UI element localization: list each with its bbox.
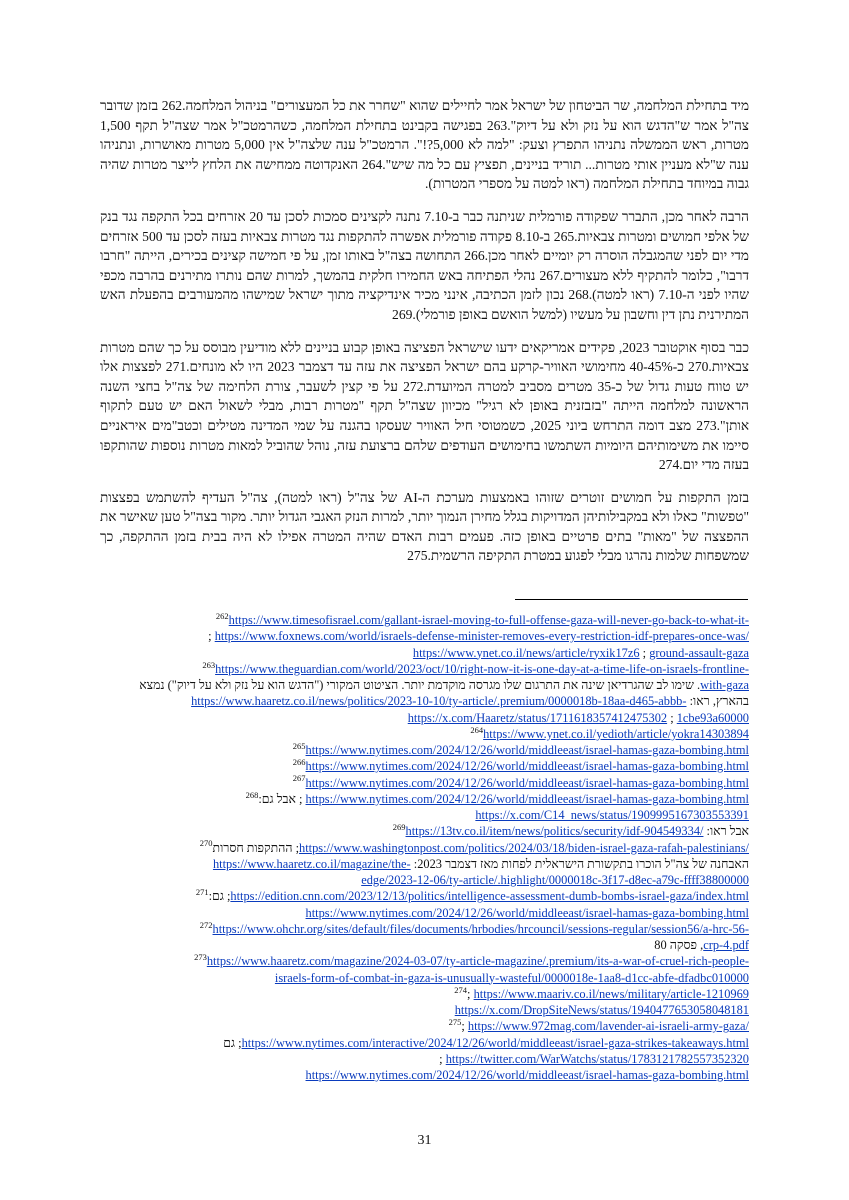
- footnote-line: [100, 693, 749, 709]
- footnote-link[interactable]: 1cbe93a60000: [676, 710, 749, 725]
- footnote-number: 275: [448, 1017, 462, 1028]
- footnote-link[interactable]: https://www.nytimes.com/2024/12/26/world/middleeast/israel-hamas-gaza-bombing.html: [305, 1068, 749, 1082]
- footnote-link[interactable]: https://www.haaretz.co.il/magazine/the-: [212, 856, 411, 871]
- footnote-number: 271: [195, 887, 209, 898]
- footnote-link[interactable]: https://www.ynet.co.il/yedioth/article/yokra14303894: [483, 726, 749, 741]
- footnote-link[interactable]: https://www.ynet.co.il/news/article/ryxik17z6: [412, 645, 640, 660]
- footnote-link[interactable]: https://www.haaretz.com/magazine/2024-03-07/ty-article-magazine/.premium/its-a-war-of-cruel-rich-people-: [206, 954, 749, 969]
- footnote-line: [100, 856, 749, 872]
- footnote-line: [100, 791, 749, 807]
- footnote-text: ;: [461, 1019, 468, 1034]
- footnote-link[interactable]: https://x.com/C14_news/status/1909995167303553391: [475, 808, 749, 822]
- footnote-text: האבחנה של צה"ל הוכרו בתקשורת הישראלית לפחות מאז דצמבר 2023:: [410, 856, 749, 871]
- footnote-link[interactable]: https://www.foxnews.com/world/israels-defense-minister-removes-every-restriction-idf-prepares-once-was/: [214, 629, 749, 644]
- footnote-number: 272: [199, 919, 213, 930]
- footnote-line: [100, 758, 749, 774]
- footnote-text: אבל ראו:: [703, 824, 749, 839]
- paragraph-1: מיד בתחילת המלחמה, שר הביטחון של ישראל אמר לחיילים שהוא "שחרר את כל המעצורים" בניהול המלחמה.262 בזמן שדובר צה"ל אמר ש"הדגש הוא על נזק ולא על דיוק".263 בפגישה בקבינט בתחילת המלחמה, כשהרמטכ"ל אמר שצה"ל תקף 1,500 מטרות, ראש הממשלה נתניהו התפרץ וצעק: "למה לא 5,000?!". הרמטכ"ל ענה שלצה"ל אין 5,000 מטרות מאושרות, ונתניהו ענה ש"לא מעניין אותי מטרות... תוריד בניינים, תפציץ עם כל מה שיש".264 האנקדוטה ממחישה את הלחץ לייצר מטרות שהיה גבוה במיוחד בתחילת המלחמה (ראו למטה על מספרי המטרות).: [100, 98, 750, 192]
- footnotes-section: [100, 612, 749, 1083]
- footnote-line: [100, 888, 749, 904]
- page-number: 31: [417, 1133, 432, 1148]
- footnote-line: [100, 726, 749, 742]
- footnote-line: [100, 905, 749, 921]
- footnote-number: 274: [454, 984, 468, 995]
- footnote-link[interactable]: with-gaza: [700, 678, 749, 692]
- footnote-link[interactable]: https://www.maariv.co.il/news/military/article-1210969: [473, 986, 749, 1001]
- footnote-text: . שימו לב שהגרדיאן שינה את התרגום שלו מגרסה מוקדמת יותר. הציטוט המקורי ("הדגש הוא על נזק ולא על דיוק") נמצא: [139, 678, 701, 692]
- footnote-link[interactable]: https://www.nytimes.com/2024/12/26/world/middleeast/israel-hamas-gaza-bombing.html: [305, 759, 749, 774]
- footnote-link[interactable]: https://www.theguardian.com/world/2023/oct/10/right-now-it-is-one-day-at-a-time-life-on-israels-frontline-: [215, 661, 749, 676]
- paragraph-3: כבר בסוף אוקטובר 2023, פקידים אמריקאים ידעו שישראל הפציצה באופן קבוע בניינים ללא מודיעין מבוסס על כך שהם מטרות צבאיות.270 כ-40-45% מחימושי האוויר-קרקע בהם ישראל הפציצה את עזה עד דצמבר 2023 היו לא מונחים.271 לפצצות אלו יש טווח טעות גדול של כ-35 מטרים מסביב למטרה המיועדת.272 על פי קצין לשעבר, צורת הלחימה של צה"ל בחצי השנה הראשונה למלחמה הייתה "בזבזנית באופן לא רגיל" מכיוון שצה"ל תקף "מטרות רבות, מבלי לשאול האם יש טעם לתקוף אותן".273 מצב דומה התרחש ביוני 2025, כשמטוסי חיל האוויר שעסקו בהגנה על שמי המדינה מטילים וכטב"מים איראניים סיימו את משימותיהם היומיות השתמשו בחימושים העודפים שלהם ברצועת עזה, נוהל שהוביל למאות מטרות נוספות שהותקפו בעזה מדי יום.274: [100, 339, 749, 473]
- footnote-line: [100, 970, 749, 986]
- footnote-line: [100, 1051, 749, 1067]
- footnote-line: [100, 921, 749, 937]
- footnote-number: 265: [292, 740, 306, 751]
- footnote-line: [100, 612, 749, 628]
- footnote-line: [100, 661, 749, 677]
- footnote-number: 266: [292, 757, 306, 768]
- footnote-number: 264: [470, 724, 484, 735]
- footnote-number: 267: [292, 773, 306, 784]
- footnote-link[interactable]: https://www.nytimes.com/2024/12/26/world/middleeast/israel-hamas-gaza-bombing.html: [305, 775, 749, 790]
- footnote-link[interactable]: https://www.haaretz.co.il/news/politics/2023-10-10/ty-article/.premium/0000018b-18aa-d465-abbb-: [191, 694, 687, 709]
- footnote-link[interactable]: https://www.timesofisrael.com/gallant-israel-moving-to-full-offense-gaza-will-never-go-back-to-what-it-: [228, 613, 749, 627]
- footnote-link[interactable]: https://www.nytimes.com/2024/12/26/world/middleeast/israel-hamas-gaza-bombing.html: [305, 743, 749, 757]
- paragraph-2: הרבה לאחר מכן, התברר שפקודה פורמלית שניתנה כבר ב-7.10 נתנה לקצינים סמכות לסכן עד 20 אזרחים בכל התקפה נגד בנק של אלפי חמושים ומטרות צבאיות.265 ב-8.10 פקודה פורמלית אפשרה להתקפות נגד מטרות צבאיות בעזה לסכן עד 500 אזרחים מדי יום לפני שהמגבלה הוסרה רק יומיים לאחר מכן.266 התחושה בצה"ל באותו זמן, על פי חמישה קצינים בכירים, הייתה "חרבו דרבו", כלומר להתקיף ללא מעצורים.267 נהלי הפתיחה באש החמירו חלקית בהמשך, למרות שהם נותרו מתירנים בהרבה מכפי שהיו לפני ה-7.10 (ראו למטה).268 נכון לזמן הכתיבה, אינני מכיר אינדיקציה מתוך ישראל שמישהו מהמעורבים בהפעלת האש המתירנית נתן דין וחשבון על מעשיו (למשל הואשם באופן פורמלי).269: [100, 208, 750, 322]
- footnote-link[interactable]: https://www.ohchr.org/sites/default/files/documents/hrbodies/hrcouncil/sessions-regular/session56/a-hrc-56-: [212, 921, 749, 936]
- footnote-text: ;: [639, 645, 650, 660]
- footnote-number: 269: [392, 822, 406, 833]
- footnote-separator: [515, 599, 748, 600]
- footnote-link[interactable]: https://twitter.com/WarWatchs/status/1783121782557352320: [445, 1051, 749, 1066]
- footnote-text: ;: [208, 629, 215, 644]
- footnote-line: [100, 823, 749, 839]
- footnote-line: [100, 1018, 749, 1034]
- footnote-link[interactable]: https://www.washingtonpost.com/politics/2024/03/18/biden-israel-gaza-rafah-palestinians/: [299, 840, 749, 855]
- footnote-line: [100, 645, 749, 661]
- footnote-text: ; גם:: [208, 889, 231, 904]
- footnote-line: [100, 953, 749, 969]
- footnote-line: [100, 1035, 749, 1051]
- footnote-text: ;: [439, 1051, 446, 1066]
- footnote-link[interactable]: https://13tv.co.il/item/news/politics/security/idf-904549334/: [405, 824, 704, 839]
- body-text: [100, 96, 749, 579]
- footnote-text: ; גם: [223, 1035, 242, 1050]
- footnote-link[interactable]: crp-4.pdf: [703, 938, 749, 952]
- footnote-link[interactable]: https://edition.cnn.com/2023/12/13/politics/intelligence-assessment-dumb-bombs-israel-gaza/index.html: [230, 889, 749, 904]
- footnote-text: בהארץ, ראו:: [686, 694, 749, 709]
- footnote-link[interactable]: https://www.972mag.com/lavender-ai-israeli-army-gaza/: [467, 1019, 749, 1034]
- footnote-line: [100, 986, 749, 1002]
- footnote-link[interactable]: ground-assault-gaza: [649, 645, 749, 660]
- footnote-link[interactable]: https://www.nytimes.com/2024/12/26/world/middleeast/israel-hamas-gaza-bombing.html: [305, 905, 749, 920]
- footnote-line: [100, 628, 749, 644]
- footnote-line: [100, 775, 749, 791]
- footnote-line: [100, 840, 749, 856]
- footnote-line: [100, 807, 749, 823]
- footnote-number: 268: [245, 789, 259, 800]
- footnote-line: [100, 937, 749, 953]
- footnote-number: 263: [202, 659, 216, 670]
- footnote-link[interactable]: https://www.nytimes.com/2024/12/26/world/middleeast/israel-hamas-gaza-bombing.html: [305, 791, 749, 806]
- footnote-link[interactable]: israels-form-of-combat-in-gaza-is-unusually-wasteful/0000018e-1aa8-d1cc-abfe-dfadbc010000: [274, 970, 749, 985]
- paragraph-4: בזמן התקפות על חמושים זוטרים שזוהו באמצעות מערכת ה-AI של צה"ל (ראו למטה), צה"ל העדיף להשתמש בפצצות "טפשות" כאלו ולא במקבילותיהן המדויקות בגלל מחירן הנמוך יותר, למרות הנזק האגבי הגדול יותר. מקור בצה"ל טען שאישר את ההפצצה של "מאות" בתים פרטיים באופן כזה. פעמים רבות האדם שהיה המטרה אפילו לא היה בבית בזמן ההתקפה, כך שמשפחות שלמות נהרגו מבלי לפגוע במטרת התקיפה הרשמית.275: [100, 489, 749, 564]
- footnote-link[interactable]: edge/2023-12-06/ty-article/.highlight/0000018c-3f17-d8ec-a79c-ffff38800000: [361, 873, 749, 887]
- footnote-number: 270: [199, 838, 213, 849]
- footnote-text: ;: [467, 986, 474, 1001]
- footnote-number: 273: [194, 952, 207, 963]
- footnote-line: [100, 872, 749, 888]
- footnote-text: ; ההתקפות חסרות: [212, 840, 300, 855]
- footnote-line: [100, 677, 749, 693]
- footnote-number: 262: [215, 610, 229, 621]
- footnote-text: ; אבל גם:: [258, 791, 306, 806]
- footnote-line: [100, 1067, 749, 1083]
- footnote-text: , פסקה 80: [654, 938, 704, 952]
- footnote-line: [100, 710, 749, 726]
- footnote-line: [100, 1002, 749, 1018]
- footnote-link[interactable]: https://x.com/Haaretz/status/1711618357412475302: [407, 710, 668, 725]
- footnote-line: [100, 742, 749, 758]
- footnote-link[interactable]: https://x.com/DropSiteNews/status/1940477653058048181: [454, 1003, 749, 1017]
- footnote-text: ;: [667, 710, 677, 725]
- footnote-link[interactable]: https://www.nytimes.com/interactive/2024/12/26/world/middleeast/israel-gaza-strikes-takeaways.html: [241, 1035, 749, 1050]
